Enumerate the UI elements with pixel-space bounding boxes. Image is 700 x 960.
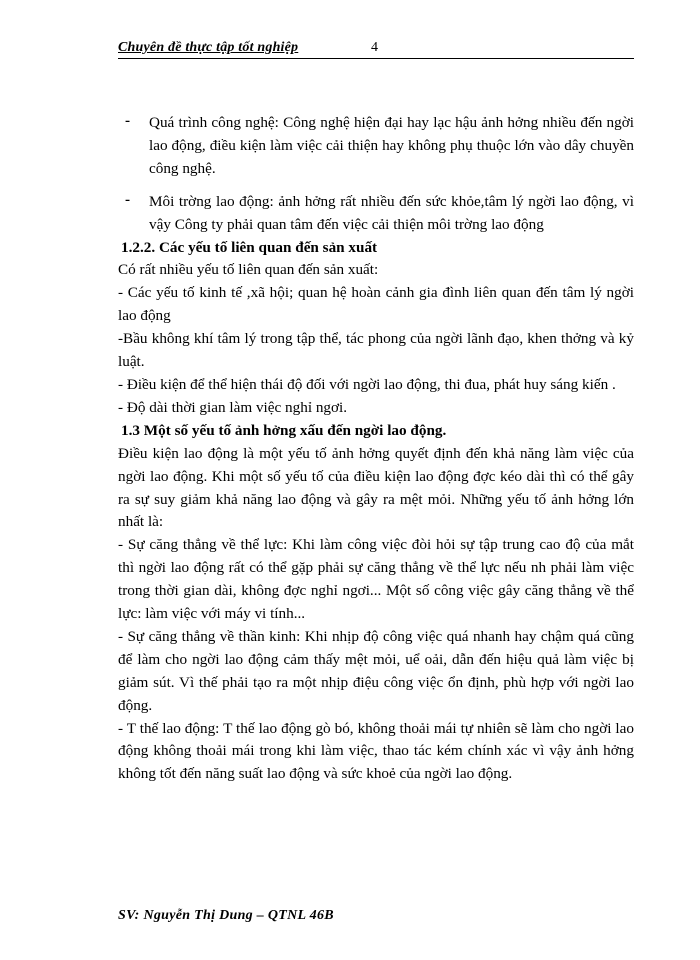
page-footer: SV: Nguyễn Thị Dung – QTNL 46B <box>118 908 334 923</box>
paragraph: Điều kiện lao động là một yếu tố ảnh hởng quyết định đến khả năng làm việc của ngời lao động. Khi một số yếu tố của điều kiện lao động đợc kéo dài thì có thể gây ra sự suy giảm khả năng lao động và gây ra mệt mỏi. Những yếu tố ảnh hởng lớn nhất là: <box>118 444 634 531</box>
paragraph: - Sự căng thẳng về thể lực: Khi làm công việc đòi hỏi sự tập trung cao độ của mắt thì ngời lao động rất có thể gặp phải sự căng thẳng về thể lực nếu nh phải làm việc trong thời gian dài, không đợc nghỉ ngơi... Một số công việc gây căng thẳng về thể lực: làm việc với máy vi tính... <box>118 536 634 623</box>
bullet-text: Quá trình công nghệ: Công nghệ hiện đại hay lạc hậu ảnh hởng nhiều đến ngời lao động, điều kiện làm việc cải thiện hay không phụ thuộc lớn vào dây chuyền công nghệ. <box>149 114 634 177</box>
paragraph: - Sự căng thẳng về thần kinh: Khi nhịp độ công việc quá nhanh hay chậm quá cũng để làm cho ngời lao động cảm thấy mệt mỏi, uể oải, dẫn đến hiệu quả làm việc bị giảm sút. Vì thế phải tạo ra một nhịp điệu công việc ổn định, phù hợp với ngời lao động. <box>118 627 634 714</box>
paragraph: Có rất nhiều yếu tố liên quan đến sản xuất: <box>118 261 379 279</box>
bullet-item <box>118 112 634 181</box>
dash-bullet-icon: - <box>125 190 131 208</box>
paragraph: - Các yếu tố kinh tế ,xã hội; quan hệ hoàn cảnh gia đình liên quan đến tâm lý ngời lao động <box>118 284 634 325</box>
paragraph: - Độ dài thời gian làm việc nghỉ ngơi. <box>118 398 348 416</box>
header-title: Chuyên đề thực tập tốt nghiệp <box>118 40 299 55</box>
section-heading-1-2-2: 1.2.2. Các yếu tố liên quan đến sản xuất <box>121 238 378 256</box>
paragraph: -Bầu không khí tâm lý trong tập thể, tác phong của ngời lãnh đạo, khen thởng và kỷ luật. <box>118 330 634 371</box>
paragraph: - Điều kiện để thể hiện thái độ đối với ngời lao động, thi đua, phát huy sáng kiến . <box>118 375 616 393</box>
paragraph: - T thế lao động: T thế lao động gò bó, không thoải mái tự nhiên sẽ làm cho ngời lao động không thoải mái trong khi làm việc, thao tác kém chính xác vì vậy ảnh hởng không tốt đến năng suất lao động và sức khoẻ của ngời lao động. <box>118 719 634 783</box>
dash-bullet-icon: - <box>125 112 131 129</box>
document-body <box>118 112 634 786</box>
section-heading-1-3: 1.3 Một số yếu tố ảnh hởng xấu đến ngời lao động. <box>121 421 447 439</box>
page-header <box>118 40 634 59</box>
page-number: 4 <box>371 40 378 55</box>
bullet-item <box>118 191 634 237</box>
bullet-text: Môi trờng lao động: ảnh hởng rất nhiều đến sức khỏe,tâm lý ngời lao động, vì vậy Công ty phải quan tâm đến việc cải thiện môi trờng lao động <box>149 192 634 233</box>
